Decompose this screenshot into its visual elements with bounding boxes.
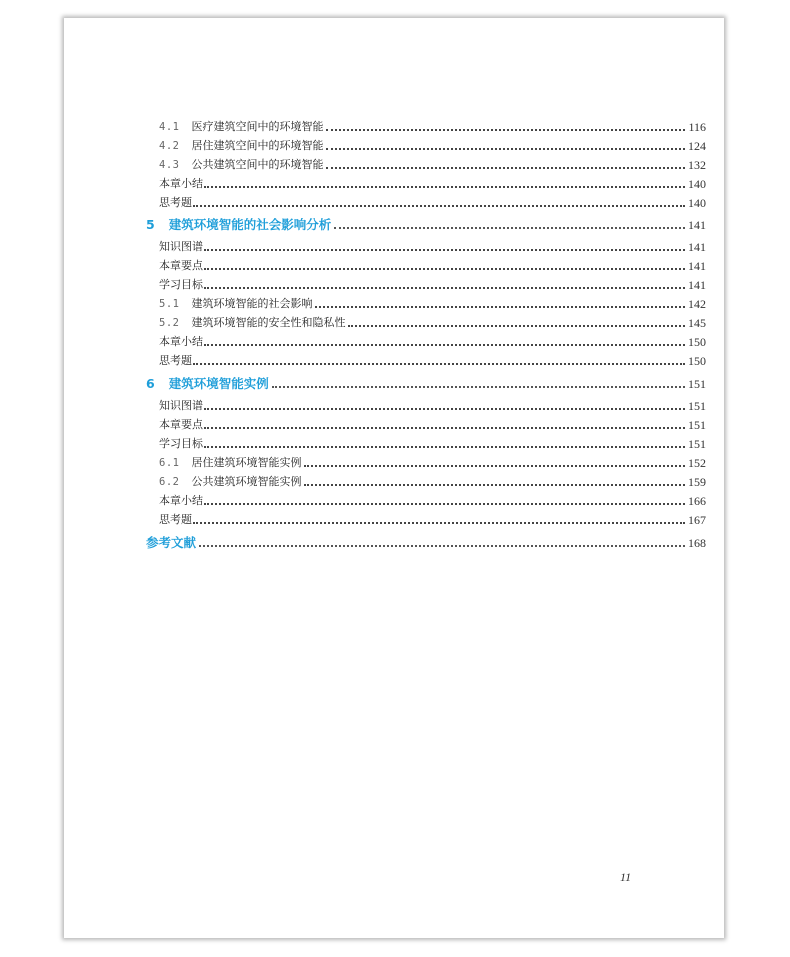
leader-dots [326,129,685,131]
toc-chapter-5 [146,218,706,232]
toc-entry-questions [159,513,706,527]
leader-dots [204,249,685,251]
leader-dots [193,522,685,524]
toc-entry-summary [159,335,706,349]
leader-dots [204,268,685,270]
toc-entry-page: 159 [688,475,706,489]
leader-dots [204,344,685,346]
toc-entry-page: 167 [688,513,706,527]
toc-entry-page: 168 [688,536,706,550]
toc-entry-page: 141 [688,218,706,232]
book-page [64,18,724,938]
toc-entry-page: 166 [688,494,706,508]
toc-entry-title: 知识图谱 [159,399,203,412]
toc-entry-knowledge-map [159,240,706,254]
toc-entry-number: 4.3 [159,159,180,171]
toc-entry-page: 116 [688,120,706,134]
chapter-number: 5 [146,217,155,232]
toc-entry-title: 医疗建筑空间中的环境智能 [191,120,324,133]
leader-dots [348,325,685,327]
toc-entry-page: 142 [688,297,706,311]
toc-entry-number: 4.1 [159,121,180,133]
page-number: 11 [620,870,632,884]
toc-references [146,536,706,550]
toc-entry-key-points [159,259,706,273]
toc-entry-title: 本章小结 [159,494,203,507]
leader-dots [315,306,685,308]
toc-entry-page: 151 [688,399,706,413]
toc-entry-title: 本章要点 [159,418,203,431]
toc-entry-title: 思考题 [159,354,192,367]
toc-entry-title: 学习目标 [159,278,203,291]
leader-dots [204,186,685,188]
toc-entry-title: 建筑环境智能的社会影响 [191,297,313,310]
toc-entry-objectives [159,278,706,292]
toc-entry-objectives [159,437,706,451]
leader-dots [326,167,685,169]
toc-entry-page: 140 [688,196,706,210]
toc-entry-page: 150 [688,354,706,368]
leader-dots [304,484,685,486]
toc-entry-title: 学习目标 [159,437,203,450]
leader-dots [334,227,685,229]
toc-entry-key-points [159,418,706,432]
toc-entry-title: 建筑环境智能的安全性和隐私性 [191,316,346,329]
toc-entry-6-2 [159,475,706,489]
toc-entry-number: 6.1 [159,457,180,469]
chapter-title: 建筑环境智能的社会影响分析 [168,217,332,232]
toc-entry-page: 141 [688,259,706,273]
toc-entry-number: 6.2 [159,476,180,488]
toc-entry-4-1 [159,120,706,134]
toc-entry-5-2 [159,316,706,330]
toc-entry-number: 5.2 [159,317,180,329]
toc-entry-5-1 [159,297,706,311]
toc-entry-title: 本章小结 [159,335,203,348]
leader-dots [193,205,685,207]
leader-dots [204,287,685,289]
toc-entry-page: 141 [688,240,706,254]
toc-entry-knowledge-map [159,399,706,413]
leader-dots [204,408,685,410]
chapter-title: 建筑环境智能实例 [168,376,269,391]
toc-entry-page: 151 [688,437,706,451]
leader-dots [204,503,685,505]
toc-entry-page: 152 [688,456,706,470]
toc-entry-questions [159,196,706,210]
toc-entry-number: 5.1 [159,298,180,310]
leader-dots [272,386,685,388]
toc-entry-summary [159,177,706,191]
table-of-contents [64,18,724,938]
leader-dots [199,545,685,547]
toc-entry-4-3 [159,158,706,172]
toc-entry-6-1 [159,456,706,470]
toc-entry-summary [159,494,706,508]
toc-entry-title: 知识图谱 [159,240,203,253]
leader-dots [326,148,685,150]
toc-entry-page: 132 [688,158,706,172]
leader-dots [204,446,685,448]
toc-entry-title: 居住建筑环境智能实例 [191,456,302,469]
toc-entry-number: 4.2 [159,140,180,152]
toc-entry-page: 124 [688,139,706,153]
chapter-number: 6 [146,376,155,391]
toc-entry-page: 151 [688,377,706,391]
toc-entry-page: 141 [688,278,706,292]
toc-entry-title: 居住建筑空间中的环境智能 [191,139,324,152]
toc-entry-questions [159,354,706,368]
toc-entry-title: 思考题 [159,513,192,526]
toc-entry-page: 150 [688,335,706,349]
toc-entry-page: 145 [688,316,706,330]
leader-dots [193,363,685,365]
toc-entry-page: 140 [688,177,706,191]
toc-entry-title: 公共建筑空间中的环境智能 [191,158,324,171]
toc-entry-page: 151 [688,418,706,432]
toc-entry-title: 思考题 [159,196,192,209]
chapter-title: 参考文献 [146,535,197,550]
toc-entry-title: 本章要点 [159,259,203,272]
toc-chapter-6 [146,377,706,391]
toc-entry-title: 公共建筑环境智能实例 [191,475,302,488]
leader-dots [304,465,685,467]
toc-entry-4-2 [159,139,706,153]
toc-entry-title: 本章小结 [159,177,203,190]
leader-dots [204,427,685,429]
